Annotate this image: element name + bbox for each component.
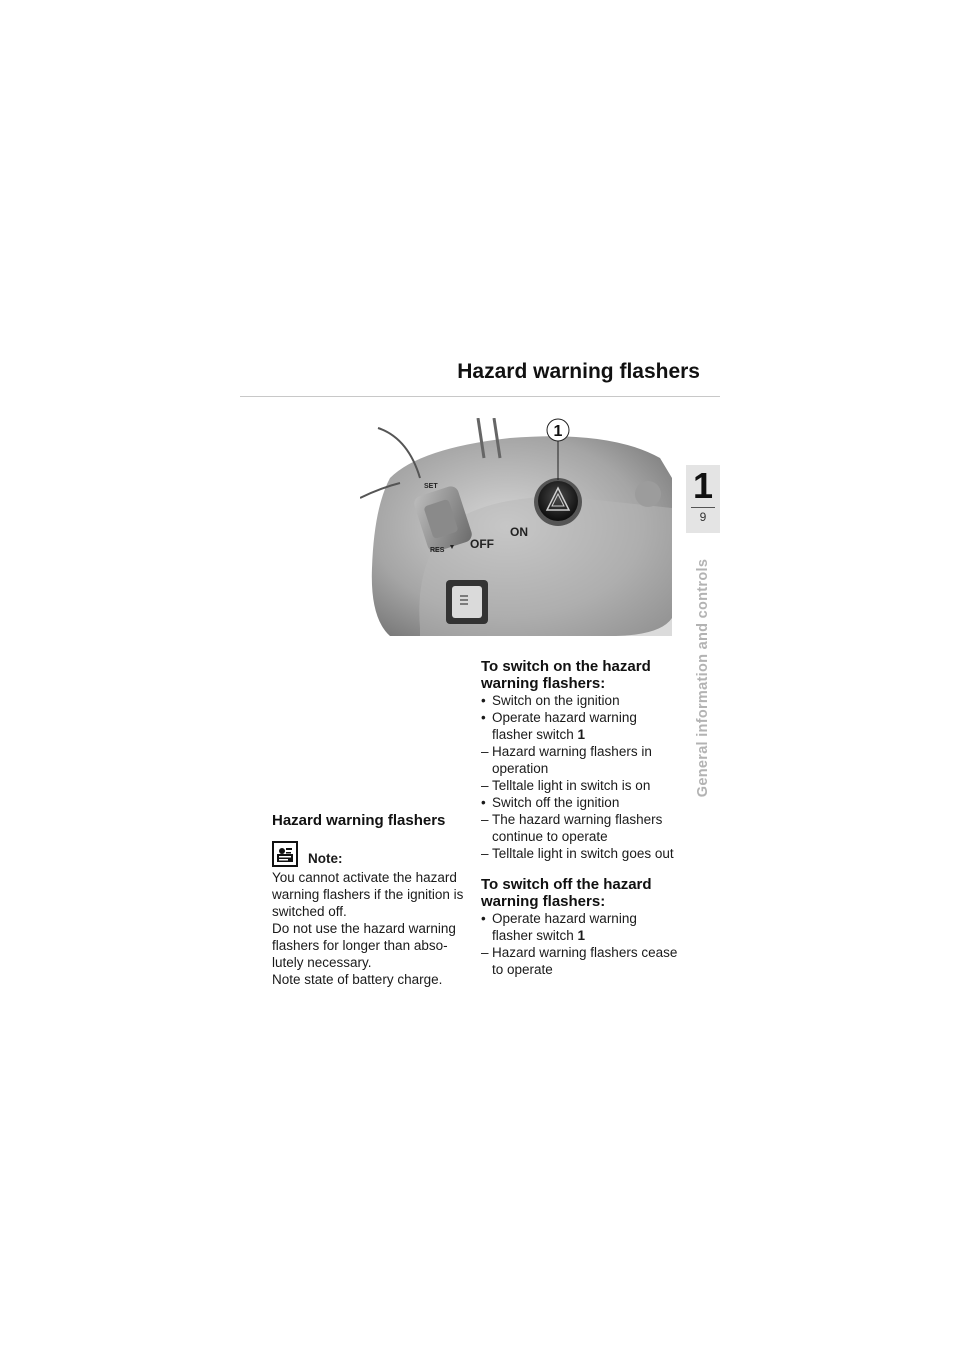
list-item: – Telltale light in switch goes out [481,846,674,861]
switch-on-heading: To switch on the hazard warning flashers: [481,658,651,692]
on-label: ON [510,525,528,539]
list-item: – Telltale light in switch is on [481,778,651,793]
switch-off-heading: To switch off the hazard warning flashers: [481,876,652,910]
note-line: You cannot activate the hazard warning flashers if the ignition is switched off. [272,870,464,919]
chapter-tab-divider [691,507,715,508]
list-item: • Switch on the ignition [481,693,620,708]
res-label: RES [430,547,445,554]
switch-reference: 1 [577,727,586,742]
set-label: SET [424,483,438,490]
page-number: 9 [699,510,707,524]
note-header [272,841,472,867]
switch-off-steps [481,910,681,978]
section-side-label: General information and controls [695,558,711,798]
switch-reference: 1 [577,928,586,943]
list-item: • Switch off the ignition [481,795,620,810]
left-heading: Hazard warning flashers [272,812,446,829]
left-column [272,812,472,988]
page-title: Hazard warning flashers [457,360,700,383]
switch-on-steps [481,692,681,862]
list-item: • Operate hazard warning flasher switch 1 [481,710,637,742]
chapter-number: 1 [692,465,714,506]
callout-number: 1 [553,423,563,440]
title-divider [240,396,720,397]
list-item: – Hazard warning flashers cease to operate [481,945,678,977]
note-icon [272,841,298,867]
off-label: OFF [470,537,494,551]
note-text [272,869,472,988]
note-label: Note: [308,851,343,866]
note-line: Do not use the hazard warning flashers for longer than abso-lutely necessary. [272,921,456,970]
list-item: • Operate hazard warning flasher switch 1 [481,911,637,943]
switch-cluster-photo [360,418,672,636]
list-item: – The hazard warning flashers continue to operate [481,812,663,844]
right-column [481,658,681,992]
note-line: Note state of battery charge. [272,972,443,987]
list-item: – Hazard warning flashers in operation [481,744,652,776]
